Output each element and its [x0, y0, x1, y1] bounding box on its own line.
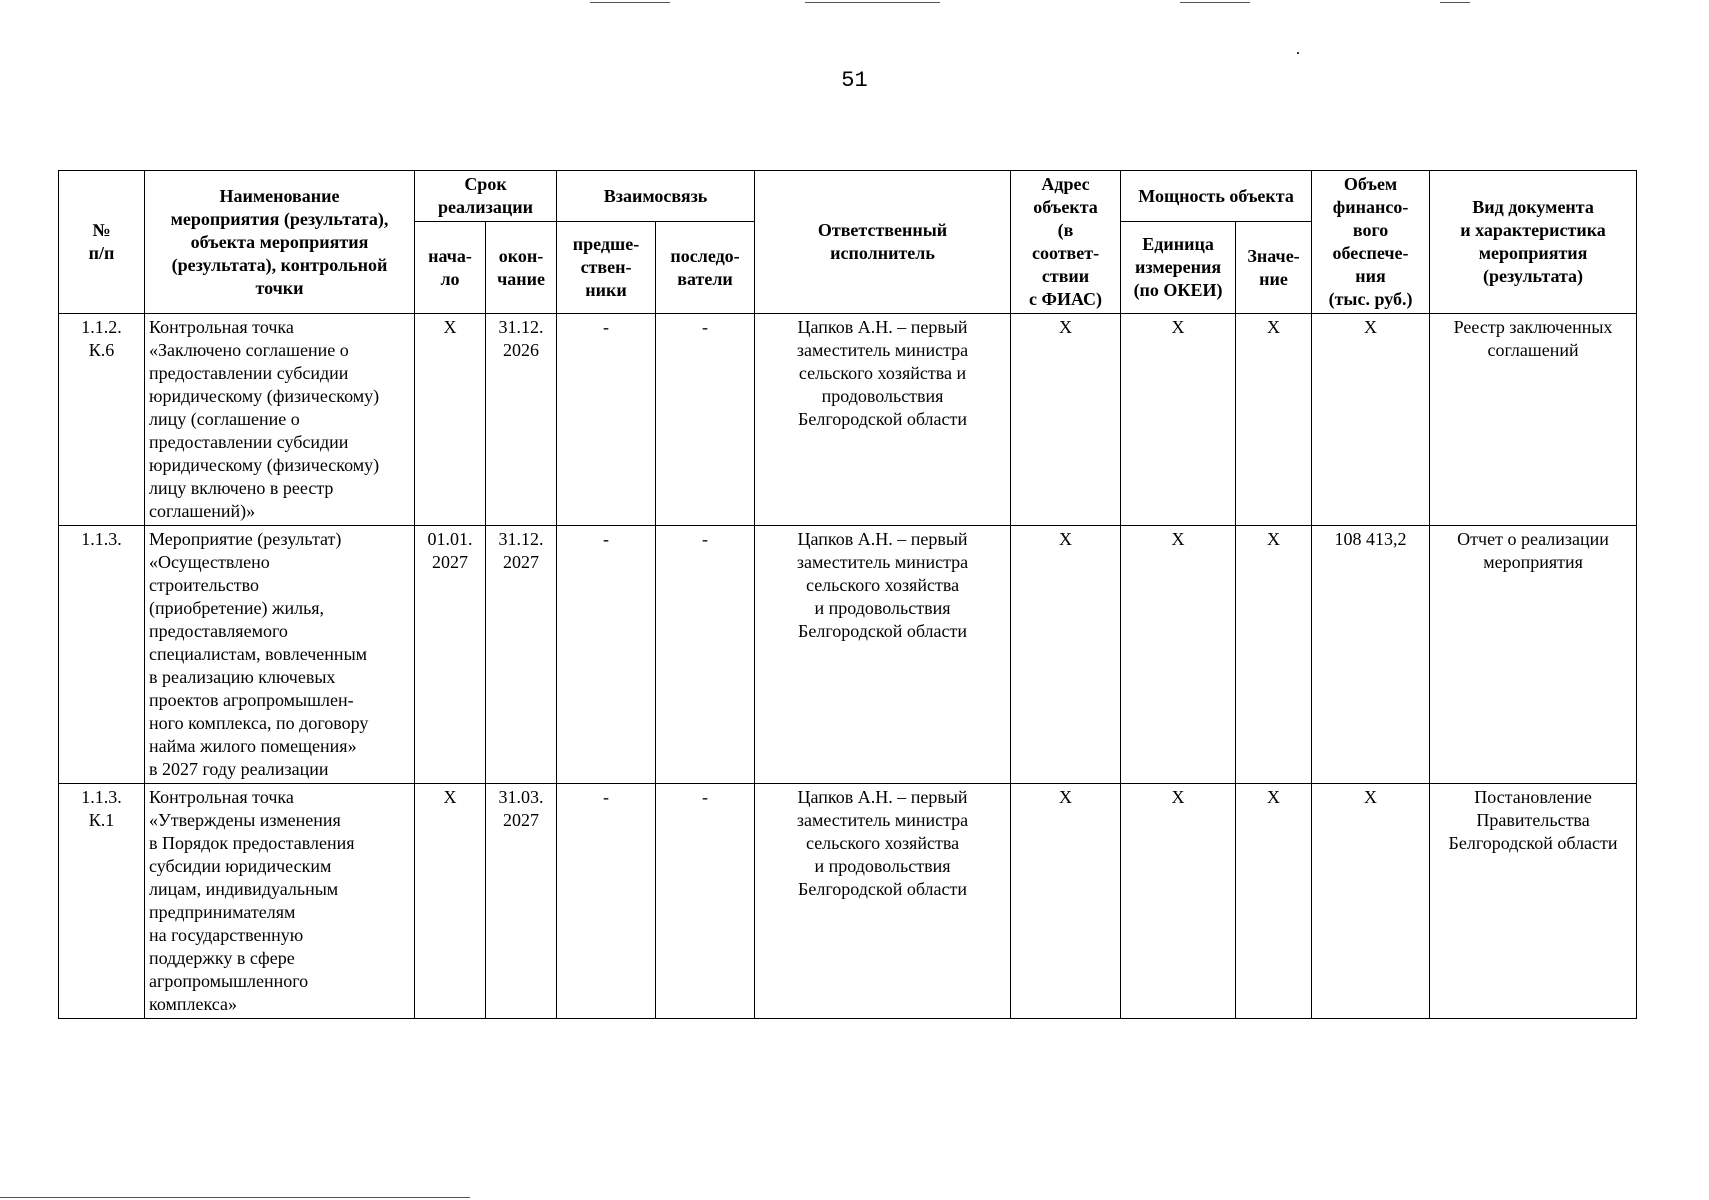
- scan-artifact-line: [590, 2, 670, 3]
- cell-doc: Постановление Правительства Белгородской области: [1430, 784, 1637, 1019]
- cell-responsible: Цапков А.Н. – первый заместитель министра сельского хозяйства и продовольствия Белгородской области: [755, 784, 1011, 1019]
- header-link-prev: предше- ствен- ники: [557, 222, 656, 314]
- cell-prev: -: [557, 526, 656, 784]
- cell-next: -: [656, 526, 755, 784]
- cell-finance: 108 413,2: [1312, 526, 1430, 784]
- header-address: Адрес объекта (в соответ- ствии с ФИАС): [1011, 171, 1121, 314]
- cell-prev: -: [557, 314, 656, 526]
- cell-address: X: [1011, 526, 1121, 784]
- events-table: [58, 170, 1637, 1019]
- cell-num: 1.1.2. К.6: [59, 314, 145, 526]
- cell-end: 31.12. 2026: [486, 314, 557, 526]
- header-capacity: Мощность объекта: [1121, 171, 1312, 222]
- header-term: Срок реализации: [415, 171, 557, 222]
- header-capacity-value: Значе- ние: [1236, 222, 1312, 314]
- cell-doc: Реестр заключенных соглашений: [1430, 314, 1637, 526]
- header-finance: Объем финансо- вого обеспече- ния (тыс. руб.): [1312, 171, 1430, 314]
- header-link: Взаимосвязь: [557, 171, 755, 222]
- cell-address: X: [1011, 784, 1121, 1019]
- cell-responsible: Цапков А.Н. – первый заместитель министра сельского хозяйства и продовольствия Белгородской области: [755, 314, 1011, 526]
- scan-artifact-dot: [1297, 52, 1299, 54]
- table-row: [59, 784, 1637, 1019]
- cell-unit: X: [1121, 314, 1236, 526]
- cell-value: X: [1236, 314, 1312, 526]
- cell-end: 31.03. 2027: [486, 784, 557, 1019]
- scan-artifact-line: [0, 1197, 470, 1198]
- table-row: [59, 526, 1637, 784]
- page-number: 51: [841, 68, 868, 93]
- cell-num: 1.1.3. К.1: [59, 784, 145, 1019]
- cell-finance: X: [1312, 314, 1430, 526]
- table-row: [59, 314, 1637, 526]
- cell-start: 01.01. 2027: [415, 526, 486, 784]
- cell-address: X: [1011, 314, 1121, 526]
- header-doc: Вид документа и характеристика мероприятия (результата): [1430, 171, 1637, 314]
- cell-next: -: [656, 784, 755, 1019]
- cell-start: X: [415, 784, 486, 1019]
- cell-name: Контрольная точка «Заключено соглашение о предоставлении субсидии юридическому (физическому) лицу (соглашение о предоставлении субсидии юридическому (физическому) лицу включено в реестр соглашений)»: [145, 314, 415, 526]
- cell-finance: X: [1312, 784, 1430, 1019]
- header-num: № п/п: [59, 171, 145, 314]
- header-responsible: Ответственный исполнитель: [755, 171, 1011, 314]
- cell-start: X: [415, 314, 486, 526]
- cell-unit: X: [1121, 526, 1236, 784]
- cell-unit: X: [1121, 784, 1236, 1019]
- cell-num: 1.1.3.: [59, 526, 145, 784]
- cell-next: -: [656, 314, 755, 526]
- cell-name: Мероприятие (результат) «Осуществлено строительство (приобретение) жилья, предоставляемого специалистам, вовлеченным в реализацию ключевых проектов агропромышлен- ного комплекса, по договору найма жилого помещения» в 2027 году реализации: [145, 526, 415, 784]
- header-term-end: окон- чание: [486, 222, 557, 314]
- scan-artifact-line: [805, 2, 940, 3]
- cell-name: Контрольная точка «Утверждены изменения в Порядок предоставления субсидии юридическим лицам, индивидуальным предпринимателям на государственную поддержку в сфере агропромышленного комплекса»: [145, 784, 415, 1019]
- cell-responsible: Цапков А.Н. – первый заместитель министра сельского хозяйства и продовольствия Белгородской области: [755, 526, 1011, 784]
- scan-artifact-line: [1180, 2, 1250, 3]
- cell-end: 31.12. 2027: [486, 526, 557, 784]
- header-capacity-unit: Единица измерения (по ОКЕИ): [1121, 222, 1236, 314]
- cell-doc: Отчет о реализации мероприятия: [1430, 526, 1637, 784]
- cell-prev: -: [557, 784, 656, 1019]
- header-term-start: нача- ло: [415, 222, 486, 314]
- header-name: Наименование мероприятия (результата), объекта мероприятия (результата), контрольной точки: [145, 171, 415, 314]
- header-link-next: последо- ватели: [656, 222, 755, 314]
- cell-value: X: [1236, 526, 1312, 784]
- scan-artifact-line: [1440, 2, 1470, 3]
- cell-value: X: [1236, 784, 1312, 1019]
